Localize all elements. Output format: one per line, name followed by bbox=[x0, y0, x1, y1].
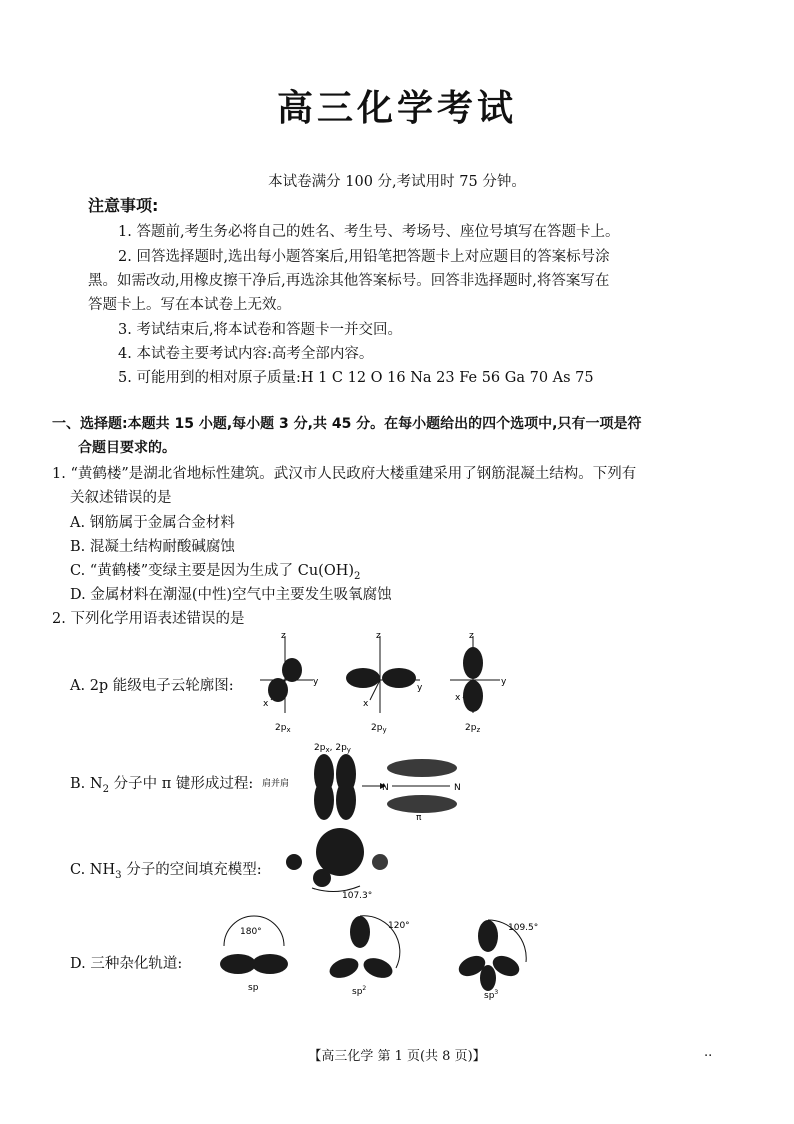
notice-item-3: 3. 考试结束后,将本试卷和答题卡一并交回。 bbox=[118, 322, 403, 338]
q2-option-a: A. 2p 能级电子云轮廓图: bbox=[70, 678, 234, 694]
axis-x-label-py: x bbox=[363, 699, 369, 709]
px-label: $2p_x$ bbox=[275, 723, 291, 734]
q1-option-d: D. 金属材料在潮湿(中性)空气中主要发生吸氧腐蚀 bbox=[70, 587, 392, 603]
q1-stem-line-2: 关叙述错误的是 bbox=[70, 490, 172, 506]
sp2-label: $sp^2$ bbox=[352, 985, 367, 997]
axis-z-label-py: z bbox=[376, 631, 381, 641]
axis-y-label-pz: y bbox=[501, 677, 507, 687]
shoulder-label: 肩并肩 bbox=[262, 779, 290, 789]
notice-item-5: 5. 可能用到的相对原子质量:H 1 C 12 O 16 Na 23 Fe 56 Ga 70 As 75 bbox=[118, 370, 594, 386]
page-footer: 【高三化学 第 1 页(共 8 页)】 bbox=[308, 1049, 486, 1064]
hybrid-orbitals-figure bbox=[212, 906, 552, 1006]
section-heading-line-2: 合题目要求的。 bbox=[78, 440, 176, 456]
sp-angle: 180° bbox=[240, 927, 262, 937]
footer-mark: .. bbox=[704, 1045, 713, 1060]
py-label: $2p_y$ bbox=[371, 723, 387, 734]
sp-label: sp bbox=[248, 983, 259, 993]
sp3-label: $sp^3$ bbox=[484, 989, 499, 1001]
notice-item-4: 4. 本试卷主要考试内容:高考全部内容。 bbox=[118, 346, 374, 362]
q2-option-b: B. $N_2$ 分子中 π 键形成过程: bbox=[70, 776, 254, 795]
n-atom-right: N bbox=[454, 783, 461, 793]
q2-option-c: C. $NH_3$ 分子的空间填充模型: bbox=[70, 862, 262, 881]
pi-label: π bbox=[416, 813, 422, 822]
axis-y-label-py: y bbox=[417, 683, 423, 693]
axis-z-label-pz: z bbox=[469, 631, 474, 641]
page-title: 高三化学考试 bbox=[276, 88, 517, 129]
sp-orbital bbox=[220, 916, 288, 974]
py-orbital bbox=[346, 636, 420, 713]
sp2-angle: 120° bbox=[388, 921, 410, 931]
nh3-bond-angle: 107.3° bbox=[342, 891, 373, 901]
q2-stem: 2. 下列化学用语表述错误的是 bbox=[52, 611, 245, 627]
pi-bond-figure bbox=[262, 738, 477, 822]
axis-y-label: y bbox=[313, 677, 319, 687]
q1-option-b: B. 混凝土结构耐酸碱腐蚀 bbox=[70, 539, 235, 555]
notice-heading: 注意事项: bbox=[88, 196, 159, 215]
n-atom-left: N bbox=[382, 783, 389, 793]
notice-item-2-line-3: 答题卡上。写在本试卷上无效。 bbox=[88, 297, 291, 313]
q1-stem-line-1: 1. “黄鹤楼”是湖北省地标性建筑。武汉市人民政府大楼重建采用了钢筋混凝土结构。下列有 bbox=[52, 466, 637, 482]
notice-item-2-line-2: 黑。如需改动,用橡皮擦干净后,再选涂其他答案标号。回答非选择题时,将答案写在 bbox=[88, 273, 610, 289]
axis-x-label-pz: x bbox=[455, 693, 461, 703]
notice-item-2-line-1: 2. 回答选择题时,选出每小题答案后,用铅笔把答题卡上对应题目的答案标号涂 bbox=[118, 249, 610, 265]
nh3-model-figure bbox=[280, 826, 410, 904]
pz-label: $2p_z$ bbox=[465, 723, 481, 734]
q1-option-a: A. 钢筋属于金属合金材料 bbox=[70, 515, 235, 531]
sp3-angle: 109.5° bbox=[508, 923, 539, 933]
section-heading-line-1: 一、选择题:本题共 15 小题,每小题 3 分,共 45 分。在每小题给出的四个选项中,只有一项是符 bbox=[52, 416, 642, 432]
p-orbital-figure bbox=[255, 628, 520, 738]
axis-z-label: z bbox=[281, 631, 286, 641]
orbital-label: $2p_x$, $2p_y$ bbox=[314, 743, 351, 754]
exam-info: 本试卷满分 100 分,考试用时 75 分钟。 bbox=[268, 174, 526, 190]
axis-x-label: x bbox=[263, 699, 269, 709]
q1-option-c: C. “黄鹤楼”变绿主要是因为生成了 $Cu(OH)_2$ bbox=[70, 563, 361, 582]
q2-option-d: D. 三种杂化轨道: bbox=[70, 956, 183, 972]
notice-item-1: 1. 答题前,考生务必将自己的姓名、考生号、考场号、座位号填写在答题卡上。 bbox=[118, 224, 620, 240]
